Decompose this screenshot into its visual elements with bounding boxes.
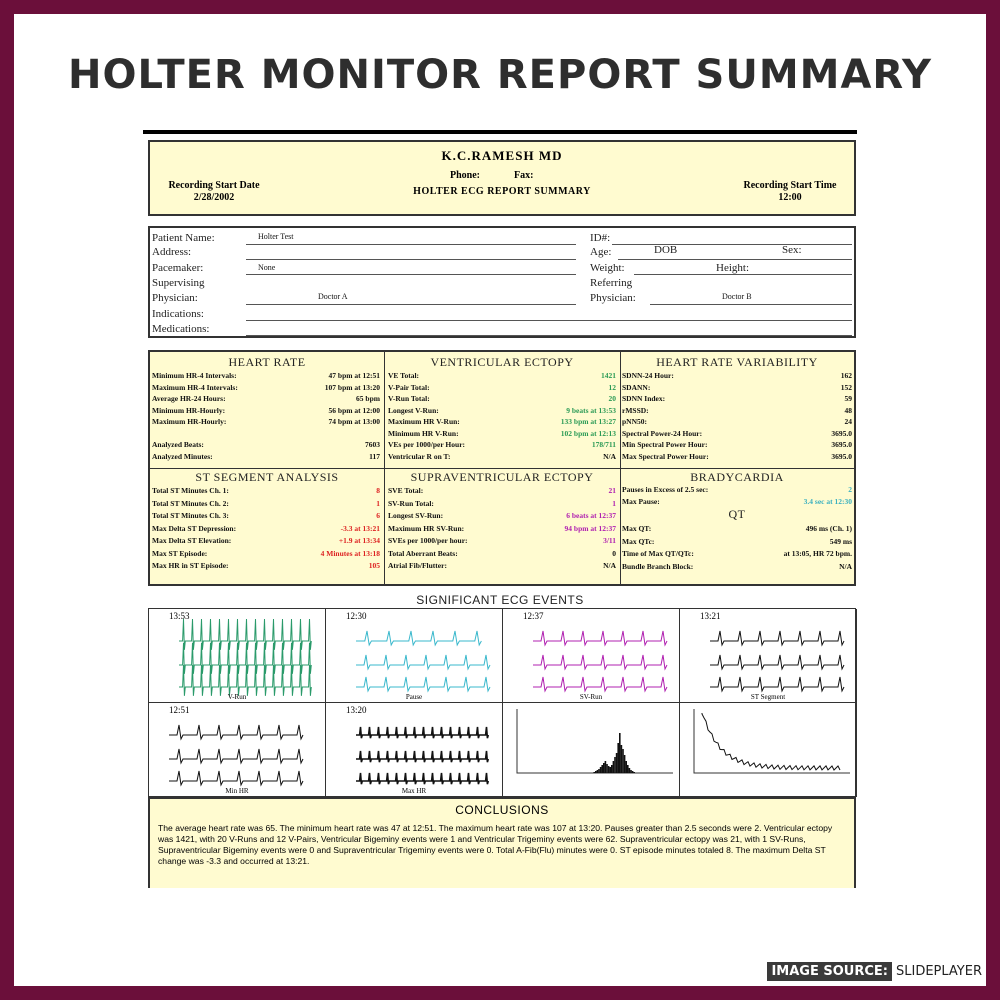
referring-physician-value: Doctor B [722, 292, 752, 301]
stat-row [152, 371, 380, 381]
stat-label: Average HR-24 Hours: [152, 394, 226, 403]
start-time-label: Recording Start Time [743, 180, 837, 191]
max-pause-row [622, 497, 852, 507]
stat-row [388, 440, 616, 450]
stat-row [388, 549, 616, 559]
referring-label: Referring [590, 277, 633, 289]
stat-label: Minimum HR V-Run: [388, 428, 459, 438]
stat-value: 1421 [601, 371, 616, 380]
stat-row [388, 524, 616, 534]
histogram-bar [630, 770, 632, 773]
stat-label: Total ST Minutes Ch. 3: [152, 511, 229, 520]
ecg-waveform [710, 655, 844, 669]
hrv-title: HEART RATE VARIABILITY [656, 355, 818, 369]
ecg-trace [503, 609, 680, 703]
stat-label: Analyzed Beats: [152, 440, 204, 449]
stat-row [388, 394, 616, 404]
histogram-bar [608, 766, 610, 773]
stat-value: 24 [844, 417, 852, 426]
start-date-value: 2/28/2002 [193, 192, 235, 203]
stat-label: Maximum HR V-Run: [388, 417, 460, 426]
stat-value: 3/11 [603, 536, 616, 545]
stat-label: SVE Total: [388, 486, 424, 495]
max-pause-value: 3.4 sec at 12:30 [803, 497, 852, 506]
stat-value: 7603 [365, 440, 380, 449]
ecg-event-caption: Min HR [225, 787, 249, 795]
stat-label: Max QTc: [622, 536, 655, 546]
stat-row [388, 486, 616, 496]
histogram-axes [517, 709, 673, 773]
patient-name-value: Holter Test [258, 232, 294, 241]
stat-row [622, 537, 852, 547]
ecg-waveform [710, 677, 844, 691]
bradycardia-title: BRADYCARDIA [690, 470, 784, 484]
stat-row [152, 394, 380, 404]
dob-label: DOB [654, 244, 678, 256]
stat-value: 3695.0 [831, 440, 852, 449]
histogram-bar [605, 761, 607, 773]
stat-row [152, 511, 380, 521]
stat-value: N/A [603, 451, 616, 461]
stat-row [388, 511, 616, 521]
histogram-bar [633, 772, 635, 773]
histogram-bar [619, 733, 621, 773]
stat-value: 47 bpm at 12:51 [328, 371, 380, 380]
ecg-event-cell [326, 609, 503, 703]
stat-label: Max Delta ST Elevation: [152, 536, 232, 545]
stat-row [152, 549, 380, 559]
ecg-event-caption: Pause [405, 693, 423, 701]
patient-info [148, 226, 856, 338]
recording-start-date [154, 180, 274, 204]
conclusions-title: CONCLUSIONS [455, 803, 549, 817]
field-line [650, 304, 852, 305]
field-line [246, 259, 576, 260]
pauses-label: Pauses in Excess of 2.5 sec: [622, 485, 709, 494]
ecg-waveform [356, 727, 488, 738]
ecg-waveform [356, 655, 490, 669]
histogram-bar [601, 765, 603, 773]
ecg-event-time: 12:51 [169, 705, 190, 715]
stat-row [622, 549, 852, 559]
stat-value: 74 bpm at 13:00 [328, 417, 380, 426]
stat-label: SV-Run Total: [388, 498, 434, 508]
stat-label: Max HR in ST Episode: [152, 561, 229, 570]
row-divider [150, 468, 854, 469]
image-source [767, 960, 986, 982]
slide-title: HOLTER MONITOR REPORT SUMMARY [68, 52, 932, 98]
stat-label: V-Pair Total: [388, 382, 430, 392]
conclusions-text: The average heart rate was 65. The minimum heart rate was 47 at 12:51. The maximum heart rate was 107 at 13:20. Pauses greater than 2.5 seconds were 2. Ventricular ectopy was 1421, with 20 V-Runs and 12 V-Pairs, Ventricular Bigeminy events were 1 and Ventricular Trigeminy events were 62. Supraventricular ectopy was 21, with 1 SV-Runs, Supraventricular Bigeminy events were 0 and Supraventricular Trigeminy events were 0. Total A-Fib(Flu) minutes were 0. ST episode minutes totaled 8. The maximum Delta ST change was -3.3 and occurred at 13:21. [158, 823, 833, 866]
source-value: SLIDEPLAYER [895, 963, 982, 979]
age-label: Age: [590, 246, 612, 258]
stat-label: Time of Max QT/QTc: [622, 549, 694, 558]
ecg-event-caption: SV-Run [579, 693, 603, 701]
field-line [618, 259, 852, 260]
histogram-bar [621, 745, 623, 773]
ecg-event-cell [680, 703, 857, 797]
supervising-physician-value: Doctor A [318, 292, 348, 301]
histogram-bar [598, 769, 600, 773]
stat-label: Spectral Power-24 Hour: [622, 428, 703, 438]
spectrum-curve [702, 713, 840, 770]
stat-row [622, 383, 852, 393]
stat-label: V-Run Total: [388, 394, 430, 403]
ecg-waveform [710, 631, 844, 645]
histogram-bar [632, 771, 634, 773]
stat-row [152, 417, 380, 427]
stat-row [152, 561, 380, 571]
stat-label: Maximum HR SV-Run: [388, 523, 465, 533]
stats-panel [148, 350, 856, 586]
histogram-bar [600, 767, 602, 773]
ecg-waveform [169, 725, 303, 739]
stat-value: 21 [608, 486, 616, 495]
patient-name-label: Patient Name: [152, 232, 215, 244]
referring-physician-label: Physician: [590, 292, 636, 304]
ecg-event-cell [503, 609, 680, 703]
ecg-event-cell [149, 609, 326, 703]
supraventricular-title: SUPRAVENTRICULAR ECTOPY [410, 470, 594, 484]
pacemaker-value: None [258, 263, 276, 272]
field-line [246, 244, 576, 245]
stat-value: 1 [612, 498, 616, 508]
stat-value: N/A [603, 561, 616, 570]
ecg-waveform [169, 771, 303, 785]
ecg-trace [503, 703, 680, 797]
ecg-events-title: SIGNIFICANT ECG EVENTS [416, 593, 584, 607]
stat-row [152, 406, 380, 416]
id-label: ID#: [590, 232, 611, 244]
ecg-event-cell [680, 609, 857, 703]
stat-label: Bundle Branch Block: [622, 561, 694, 571]
stat-row [388, 452, 616, 462]
ecg-trace [680, 703, 857, 797]
histogram-bar [616, 753, 618, 773]
stat-label: Max QT: [622, 524, 652, 533]
stat-value: 4 Minutes at 13:18 [320, 548, 380, 558]
histogram-bar [595, 771, 597, 773]
stat-row [152, 499, 380, 509]
stat-row [388, 561, 616, 571]
ecg-waveform [356, 773, 488, 784]
ecg-event-time: 12:37 [523, 611, 544, 621]
holter-report [143, 130, 857, 888]
ecg-trace [149, 703, 326, 797]
field-line [634, 274, 852, 275]
ecg-trace [680, 609, 857, 703]
stat-row [152, 440, 380, 450]
stat-label: Maximum HR-Hourly: [152, 417, 227, 426]
histogram-bar [625, 761, 627, 773]
field-line [612, 244, 852, 245]
stat-label: Atrial Fib/Flutter: [388, 561, 447, 570]
ecg-waveform [356, 751, 488, 762]
st-segment-title: ST SEGMENT ANALYSIS [195, 470, 339, 484]
stat-row [388, 429, 616, 439]
stat-label: Total ST Minutes Ch. 2: [152, 498, 229, 508]
stat-row [622, 440, 852, 450]
stat-row [622, 429, 852, 439]
stat-value: 12 [608, 382, 616, 392]
ecg-event-time: 13:53 [169, 611, 190, 621]
stat-label: Total Aberrant Beats: [388, 548, 458, 558]
ventricular-ectopy-title: VENTRICULAR ECTOPY [430, 355, 574, 369]
stat-value: 6 [376, 511, 380, 520]
stat-row [622, 406, 852, 416]
stat-label: Minimum HR-Hourly: [152, 405, 226, 415]
stat-value: 549 ms [829, 536, 852, 546]
stat-value: 59 [844, 394, 852, 403]
ecg-trace [149, 609, 326, 703]
histogram-bar [611, 765, 613, 773]
report-title: HOLTER ECG REPORT SUMMARY [413, 186, 591, 197]
stat-row [388, 383, 616, 393]
max-pause-label: Max Pause: [622, 497, 660, 506]
stat-value: 105 [368, 561, 380, 570]
sex-label: Sex: [782, 244, 802, 256]
stat-label: Max ST Episode: [152, 548, 208, 558]
histogram-bar [617, 743, 619, 773]
conclusions-panel [148, 798, 856, 888]
ecg-waveform [533, 631, 667, 645]
stat-value: 178/711 [591, 440, 616, 449]
stat-label: Longest SV-Run: [388, 511, 444, 520]
histogram-bar [609, 767, 611, 773]
stat-value: 20 [608, 394, 616, 403]
stat-row [622, 452, 852, 462]
stat-label: VEs per 1000/per Hour: [388, 440, 466, 449]
start-time-value: 12:00 [778, 192, 802, 203]
ecg-event-cell [326, 703, 503, 797]
pauses-value: 2 [848, 485, 852, 494]
stat-label: Min Spectral Power Hour: [622, 440, 708, 449]
field-line [246, 320, 852, 321]
stat-label: SDNN Index: [622, 394, 666, 403]
stat-row [622, 394, 852, 404]
stat-value: 56 bpm at 12:00 [328, 405, 380, 415]
stat-value: 65 bpm [356, 394, 380, 403]
stat-row [622, 371, 852, 381]
heart-rate-title: HEART RATE [228, 355, 306, 369]
ecg-event-caption: Max HR [401, 787, 427, 795]
report-header [148, 140, 856, 216]
medications-label: Medications: [152, 323, 210, 335]
stat-value: 94 bpm at 12:37 [564, 523, 616, 533]
stat-row [152, 429, 380, 439]
histogram-bar [613, 761, 615, 773]
stat-row [622, 562, 852, 572]
ecg-waveform [533, 655, 667, 669]
stat-label: rMSSD: [622, 405, 649, 415]
ecg-waveform [533, 677, 667, 691]
stat-label: SVEs per 1000/per hour: [388, 536, 468, 545]
stat-value: 8 [376, 486, 380, 495]
stat-value: 48 [844, 405, 852, 415]
stat-value: 152 [840, 382, 852, 392]
stat-label: pNN50: [622, 417, 648, 426]
ecg-event-time: 13:20 [346, 705, 367, 715]
histogram-bar [606, 764, 608, 773]
address-label: Address: [152, 246, 192, 258]
ecg-event-cell [503, 703, 680, 797]
histogram-bar [627, 765, 629, 773]
stat-row [152, 536, 380, 546]
stat-label: VE Total: [388, 371, 420, 380]
stat-label: Longest V-Run: [388, 405, 439, 415]
stat-row [622, 417, 852, 427]
stat-value: 102 bpm at 12:13 [560, 428, 616, 438]
stat-row [152, 383, 380, 393]
stat-row [622, 524, 852, 534]
stat-row [152, 524, 380, 534]
stat-row [388, 536, 616, 546]
ecg-waveform [356, 631, 481, 645]
stat-value: 107 bpm at 13:20 [324, 382, 380, 392]
histogram-bar [593, 772, 595, 773]
ecg-trace [326, 609, 503, 703]
ecg-waveform [356, 677, 490, 691]
stat-value: 0 [612, 548, 616, 558]
doctor-name: K.C.RAMESH MD [441, 148, 563, 163]
stat-value: 496 ms (Ch. 1) [805, 524, 852, 533]
field-line [246, 304, 576, 305]
ecg-trace [326, 703, 503, 797]
stat-value: 3695.0 [831, 451, 852, 461]
start-date-label: Recording Start Date [168, 180, 260, 191]
stat-value: 133 bpm at 13:27 [560, 417, 616, 426]
pacemaker-label: Pacemaker: [152, 262, 204, 274]
indications-label: Indications: [152, 308, 204, 320]
recording-start-time [730, 180, 850, 204]
weight-label: Weight: [590, 262, 625, 274]
top-rule [143, 130, 857, 134]
stat-label: Maximum HR-4 Intervals: [152, 382, 238, 392]
height-label: Height: [716, 262, 749, 274]
spectrum-axes [694, 709, 850, 773]
stat-value: 117 [369, 451, 380, 461]
ecg-waveform [179, 665, 311, 696]
histogram-bar [624, 755, 626, 773]
stat-label: Analyzed Minutes: [152, 451, 213, 461]
field-line [246, 335, 852, 336]
stat-value: 6 beats at 12:37 [566, 511, 616, 520]
stat-value: 1 [376, 498, 380, 508]
phone-label: Phone: [450, 170, 480, 181]
histogram-bar [629, 768, 631, 773]
ecg-event-cell [149, 703, 326, 797]
stat-label: SDNN-24 Hour: [622, 371, 674, 380]
stat-label: SDANN: [622, 382, 651, 392]
stat-label: Total ST Minutes Ch. 1: [152, 486, 229, 495]
stat-label: Max Spectral Power Hour: [622, 451, 709, 461]
stat-value: 3695.0 [831, 428, 852, 438]
stat-row [388, 406, 616, 416]
ecg-waveform [169, 749, 303, 763]
stat-value: 9 beats at 13:53 [566, 405, 616, 415]
source-label: IMAGE SOURCE: [767, 962, 892, 981]
supervising-physician-label: Physician: [152, 292, 198, 304]
stat-row [388, 499, 616, 509]
supervising-label: Supervising [152, 277, 205, 289]
stat-label: Max Delta ST Depression: [152, 523, 237, 533]
ecg-events-grid [148, 608, 856, 798]
stat-label: Ventricular R on T: [388, 451, 451, 461]
histogram-bar [603, 763, 605, 773]
histogram-bar [614, 757, 616, 773]
stat-row [152, 452, 380, 462]
stat-value: 162 [840, 371, 852, 380]
pauses-row [622, 485, 852, 495]
fax-label: Fax: [514, 170, 534, 181]
histogram-bar [597, 770, 599, 773]
stat-row [388, 371, 616, 381]
field-line [246, 274, 576, 275]
ecg-event-caption: V-Run [227, 693, 247, 701]
stat-value: -3.3 at 13:21 [340, 523, 380, 533]
qt-title: QT [728, 507, 746, 521]
ecg-event-time: 13:21 [700, 611, 721, 621]
histogram-bar [622, 749, 624, 773]
ecg-event-time: 12:30 [346, 611, 367, 621]
stat-row [152, 486, 380, 496]
stat-value: +1.9 at 13:34 [338, 536, 380, 545]
ecg-event-caption: ST Segment [750, 693, 786, 701]
stat-row [388, 417, 616, 427]
stat-value: at 13:05, HR 72 bpm. [783, 549, 852, 558]
stat-label: Minimum HR-4 Intervals: [152, 371, 237, 380]
stat-value: N/A [839, 561, 852, 571]
